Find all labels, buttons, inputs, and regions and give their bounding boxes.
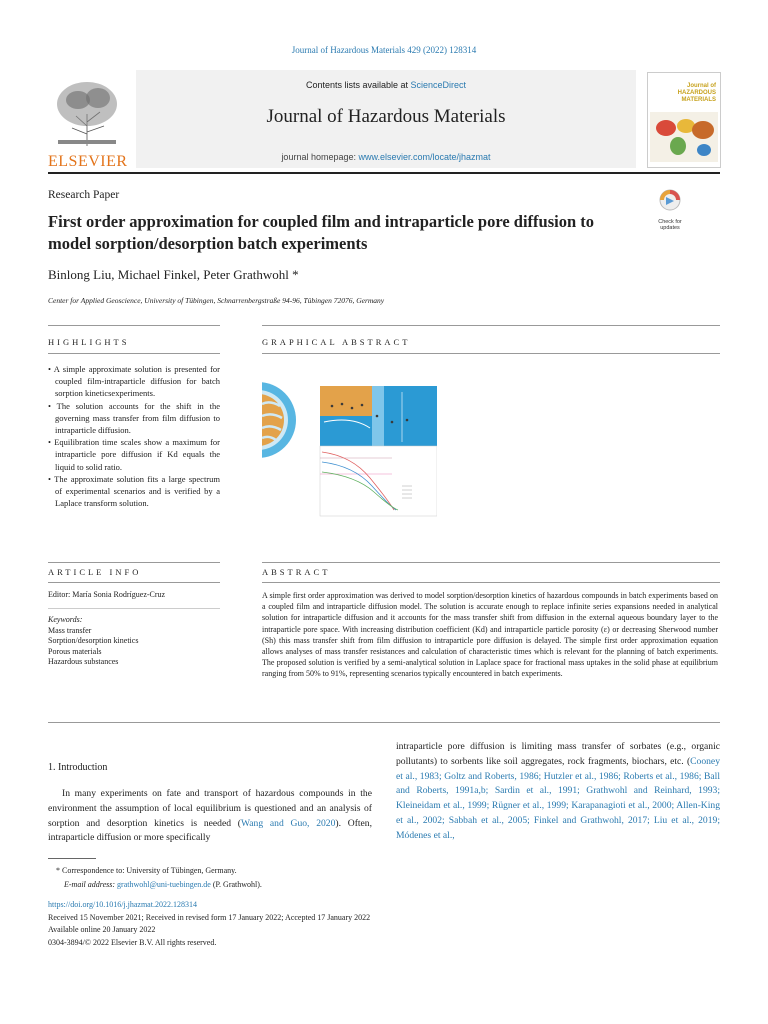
article-type: Research Paper [48,189,120,201]
email-label: E-mail address: [64,880,118,889]
highlight-item: • The solution accounts for the shift in the governing mass transfer from film diffusion to intraparticle diffusion. [48,400,220,436]
article-info-rule-top [48,562,220,563]
highlights-rule-top [48,325,220,326]
homepage-line [136,152,636,162]
contents-prefix: Contents lists available at [305,80,411,90]
intro-left-text-cont: ). Often, intraparticle diffusion or more specifically [48,817,373,844]
highlight-item: • A simple approximate solution is presented for coupled film-intraparticle diffusion for batch sorption kineticsexperiments. [48,364,220,399]
footnote-rule [48,858,96,859]
graphical-abstract-figure[interactable] [262,382,437,517]
highlights-heading: HIGHLIGHTS [48,337,130,347]
affiliation: Center for Applied Geoscience, University of Tübingen, Schnarrenbergstraße 94-96, Tübingen 72076, Germany [48,296,385,305]
authors[interactable]: Binlong Liu, Michael Finkel, Peter Grathwohl * [48,267,299,282]
keyword: Hazardous substances [48,657,119,666]
elsevier-wordmark: ELSEVIER [48,153,128,170]
abstract-rule-top [262,562,720,563]
graphical-abstract-image [262,382,437,517]
homepage-prefix: journal homepage: [281,152,359,162]
abstract-heading: ABSTRACT [262,567,331,577]
check-for-updates-label: Check for updates [658,219,682,231]
keyword: Porous materials [48,646,102,656]
keywords-label: Keywords: [48,615,83,624]
check-for-updates-icon [650,188,690,214]
journal-cover[interactable] [647,72,721,168]
intro-right-text: intraparticle pore diffusion is limiting mass transfer of sorbates (e.g., organic pollutants) to sorbents like soil aggregates, rock fragments, biochars, etc. ( [396,741,720,767]
check-for-updates-badge[interactable] [650,188,690,231]
copyright: 0304-3894/© 2022 Elsevier B.V. All rights reserved. [48,938,217,947]
article-info-heading: ARTICLE INFO [48,567,142,577]
journal-title: Journal of Hazardous Materials [266,106,506,127]
highlights-rule [48,353,220,354]
highlight-item: • The approximate solution fits a large spectrum of experimental scenarios and is verified by a Laplace transform solution. [48,473,220,509]
received-dates: Received 15 November 2021; Received in revised form 17 January 2022; Accepted 17 January 2022 [48,913,371,922]
abstract-text: A simple first order approximation was derived to model sorption/desorption kinetics of hazardous compounds in batch experiments based on a coupled film and intraparticle diffusion model. The solution is accurate enough to replace infinite series expansions needed in analytical solution for intraparticle diffusion and it accounts for the mass transfer shift from diffusion in the external aqueous boundary layer to the intraparticle pore space. With increasing distribution coefficient (Kd) and intraparticle particle porosity (ε) or decreasing Sherwood number (Sh) this mass transfer shift from film diffusion to intraparticle pore diffusion is delayed. The simple first order approximation equation allows analyses of mass transfer resistances and calculation of characteristic times which is relevant for the planning of batch experiments. The proposed solution is verified by a semi-analytical solution in Laplace space for fractional mass uptakes in the solid phase at equilibrium ranging from 50% to 91%, representing scenarios typically encountered in batch experiments. [262,591,718,679]
intro-left-paragraph [48,787,372,846]
contents-line [136,80,636,90]
abstract-rule [262,582,720,583]
graphical-abstract-heading: GRAPHICAL ABSTRACT [262,337,411,347]
intro-left-text: In many experiments on fate and transport of hazardous compounds in the environment the assumption of local equilibrium is questioned and an analysis of sorption and desorption kinetics is needed ( [48,788,372,829]
front-matter-end-rule [48,722,720,723]
email-suffix: (P. Grathwohl). [210,880,262,889]
intro-heading: 1. Introduction [48,762,108,773]
graphical-abstract-rule-top [262,325,720,326]
keywords-rule [48,608,220,609]
journal-citation[interactable]: Journal of Hazardous Materials 429 (2022) 128314 [291,45,477,55]
editor-line: Editor: María Sonia Rodríguez-Cruz [48,590,166,599]
cover-title: Journal of HAZARDOUS MATERIALS [677,83,716,103]
email-line [64,880,262,889]
highlight-item: • Equilibration time scales show a maximum for intraparticle pore diffusion if Kd equals the liquid to solid ratio. [48,437,220,472]
doi-link[interactable]: https://doi.org/10.1016/j.jhazmat.2022.128314 [48,900,197,909]
cover-map-icon [648,104,720,166]
online-date: Available online 20 January 2022 [48,925,156,934]
intro-right-paragraph [396,740,720,844]
elsevier-tree-icon [48,76,126,148]
article-title: First order approximation for coupled film and intraparticle pore diffusion to model sorption/desorption batch experiments [48,212,595,253]
citation-links[interactable]: Cooney et al., 1983; Goltz and Roberts, 1986; Hutzler et al., 1986; Roberts et al., 1986; Ball and Roberts, 1991a,b; Sardin et al., 1991; Grathwohl and Reinhard, 1993; Kleineidam et al., 1999; Rügner et al., 1999; Karapanagioti et al., 2000; Allen-King et al., 2002; Sabbah et al., 2005; Finkel and Grathwohl, 2017; Liu et al., 2019; Módenes et al., [396,755,720,841]
elsevier-logo[interactable] [48,76,126,171]
keyword: Mass transfer [48,625,92,635]
highlights-list [48,363,220,509]
homepage-link[interactable]: www.elsevier.com/locate/jhazmat [358,152,491,162]
email-link[interactable]: grathwohl@uni-tuebingen.de [117,880,211,889]
header-rule [48,172,720,174]
correspondence-note: * Correspondence to: University of Tübingen, Germany. [56,866,237,875]
keyword: Sorption/desorption kinetics [48,636,139,645]
keywords-block [48,615,138,668]
citation-link-wang-guo[interactable]: Wang and Guo, 2020 [241,817,336,829]
article-info-rule [48,582,220,583]
graphical-abstract-rule [262,353,720,354]
sciencedirect-link[interactable]: ScienceDirect [410,80,467,90]
